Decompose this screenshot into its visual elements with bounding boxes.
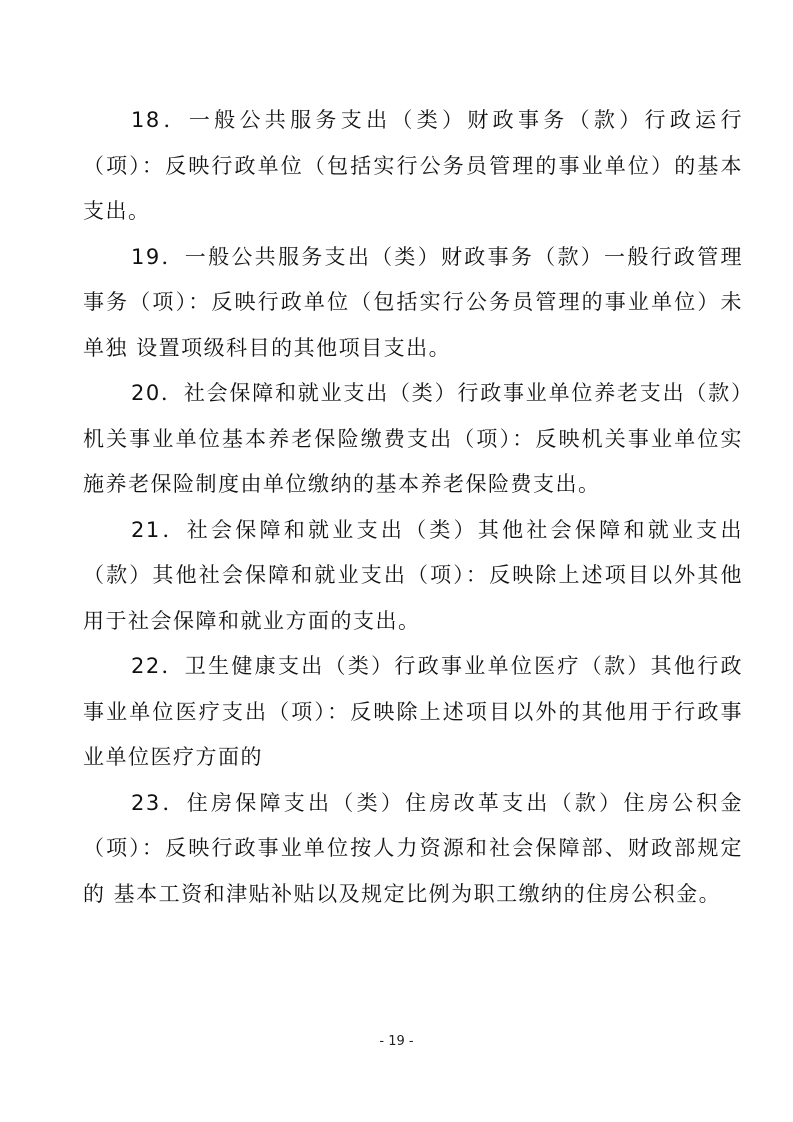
paragraph-item-21: 21．社会保障和就业支出（类）其他社会保障和就业支出（款）其他社会保障和就业支出（项）：反映除上述项目以外其他用于社会保障和就业方面的支出。 — [83, 517, 743, 633]
paragraph-item-19: 19．一般公共服务支出（类）财政事务（款）一般行政管理事务（项）：反映行政单位（包括实行公务员管理的事业单位）未单独 设置项级科目的其他项目支出。 — [83, 244, 743, 360]
document-body — [83, 98, 743, 917]
paragraph-item-18: 18．一般公共服务支出（类）财政事务（款）行政运行（项）：反映行政单位（包括实行公务员管理的事业单位）的基本 支出。 — [83, 108, 743, 223]
paragraph-item-22: 22．卫生健康支出（类）行政事业单位医疗（款）其他行政事业单位医疗支出（项）：反映除上述项目以外的其他用于行政事业单位医疗方面的 — [83, 654, 743, 769]
paragraph-item-20: 20．社会保障和就业支出（类）行政事业单位养老支出（款）机关事业单位基本养老保险缴费支出（项）：反映机关事业单位实施养老保险制度由单位缴纳的基本养老保险费支出。 — [83, 381, 743, 496]
page-number: - 19 - — [379, 1034, 414, 1049]
paragraph-item-23: 23．住房保障支出（类）住房改革支出（款）住房公积金（项）：反映行政事业单位按人力资源和社会保障部、财政部规定的 基本工资和津贴补贴以及规定比例为职工缴纳的住房公积金。 — [83, 790, 743, 906]
